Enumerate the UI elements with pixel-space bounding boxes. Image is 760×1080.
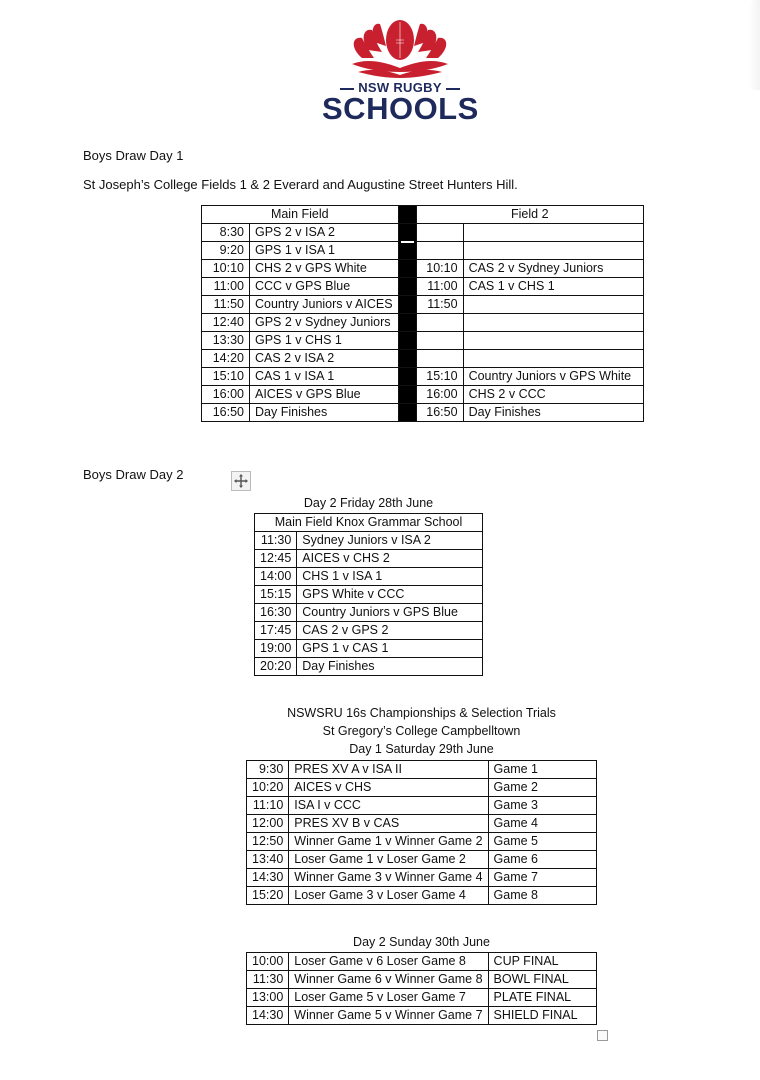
match-time: 11:10	[247, 797, 289, 815]
match-name: GPS 1 v CAS 1	[297, 640, 483, 658]
table-row	[255, 550, 483, 568]
main-field-time: 12:40	[202, 314, 250, 332]
match-name: Loser Game 1 v Loser Game 2	[289, 851, 488, 869]
field-separator	[398, 314, 416, 332]
table-row	[255, 532, 483, 550]
table-row	[247, 761, 597, 779]
field-separator	[398, 206, 416, 224]
nsw-rugby-schools-logo	[322, 18, 478, 128]
table-row	[202, 314, 644, 332]
field-separator	[398, 404, 416, 422]
match-time: 12:45	[255, 550, 297, 568]
match-name: Loser Game v 6 Loser Game 8	[289, 953, 488, 971]
field2-header: Field 2	[416, 206, 643, 224]
table-row	[247, 989, 597, 1007]
day1-heading: Boys Draw Day 1	[83, 148, 184, 163]
day2-draw-table	[254, 513, 483, 676]
move-arrows-icon	[232, 472, 250, 490]
match-name: Loser Game 3 v Loser Game 4	[289, 887, 488, 905]
main-field-time: 16:50	[202, 404, 250, 422]
table-row	[255, 640, 483, 658]
field2-match	[463, 332, 643, 350]
main-field-header: Main Field	[202, 206, 399, 224]
table-row	[202, 260, 644, 278]
match-time: 15:15	[255, 586, 297, 604]
game-label: Game 3	[488, 797, 596, 815]
field2-match	[463, 242, 643, 260]
day2-header-row	[255, 514, 483, 532]
main-field-time: 9:20	[202, 242, 250, 260]
match-time: 14:00	[255, 568, 297, 586]
match-time: 13:40	[247, 851, 289, 869]
match-time: 13:00	[247, 989, 289, 1007]
match-name: Sydney Juniors v ISA 2	[297, 532, 483, 550]
table-row	[202, 368, 644, 386]
resize-square-icon[interactable]	[597, 1030, 608, 1041]
table-row	[247, 851, 597, 869]
match-name: Winner Game 5 v Winner Game 7	[289, 1007, 488, 1025]
waratah-rugby-ball-icon	[322, 18, 478, 80]
field2-match: Day Finishes	[463, 404, 643, 422]
field2-match: CAS 1 v CHS 1	[463, 278, 643, 296]
championships-venue: St Gregory’s College Campbelltown	[322, 724, 521, 738]
game-label: CUP FINAL	[488, 953, 596, 971]
field-separator	[398, 350, 416, 368]
table-row	[247, 971, 597, 989]
day1-draw-table	[201, 205, 644, 422]
page-edge-shadow	[748, 0, 760, 90]
match-name: Loser Game 5 v Loser Game 7	[289, 989, 488, 1007]
match-time: 12:00	[247, 815, 289, 833]
table-move-handle[interactable]	[231, 471, 251, 491]
game-label: Game 1	[488, 761, 596, 779]
main-field-match: GPS 1 v ISA 1	[250, 242, 399, 260]
game-label: Game 8	[488, 887, 596, 905]
match-name: GPS White v CCC	[297, 586, 483, 604]
championships-day2-table	[246, 952, 597, 1025]
field-separator	[398, 260, 416, 278]
field-separator	[398, 242, 416, 260]
main-field-time: 11:00	[202, 278, 250, 296]
field-separator	[398, 386, 416, 404]
game-label: SHIELD FINAL	[488, 1007, 596, 1025]
main-field-match: GPS 2 v Sydney Juniors	[250, 314, 399, 332]
game-label: Game 5	[488, 833, 596, 851]
match-time: 17:45	[255, 622, 297, 640]
field2-match	[463, 350, 643, 368]
field2-time	[416, 350, 463, 368]
table-row	[202, 296, 644, 314]
field2-time	[416, 224, 463, 242]
field-separator	[398, 224, 416, 242]
match-name: Winner Game 6 v Winner Game 8	[289, 971, 488, 989]
table-row	[255, 658, 483, 676]
day1-venue: St Joseph’s College Fields 1 & 2 Everard and Augustine Street Hunters Hill.	[83, 177, 518, 192]
match-time: 11:30	[247, 971, 289, 989]
field2-match: CAS 2 v Sydney Juniors	[463, 260, 643, 278]
main-field-match: CAS 2 v ISA 2	[250, 350, 399, 368]
main-field-time: 11:50	[202, 296, 250, 314]
match-time: 20:20	[255, 658, 297, 676]
match-name: AICES v CHS 2	[297, 550, 483, 568]
match-time: 16:30	[255, 604, 297, 622]
table-row	[202, 224, 644, 242]
field2-time: 16:50	[416, 404, 463, 422]
table-row	[247, 953, 597, 971]
table-row	[247, 1007, 597, 1025]
field2-match: Country Juniors v GPS White	[463, 368, 643, 386]
match-name: Winner Game 1 v Winner Game 2	[289, 833, 488, 851]
field2-match	[463, 224, 643, 242]
main-field-match: CHS 2 v GPS White	[250, 260, 399, 278]
main-field-time: 16:00	[202, 386, 250, 404]
game-label: BOWL FINAL	[488, 971, 596, 989]
championships-day1-caption: Day 1 Saturday 29th June	[349, 742, 494, 756]
table-row	[202, 278, 644, 296]
match-time: 14:30	[247, 1007, 289, 1025]
table-row	[255, 622, 483, 640]
table-row	[202, 332, 644, 350]
match-name: CAS 2 v GPS 2	[297, 622, 483, 640]
table-row	[255, 568, 483, 586]
match-name: AICES v CHS	[289, 779, 488, 797]
match-name: PRES XV A v ISA II	[289, 761, 488, 779]
main-field-match: Day Finishes	[250, 404, 399, 422]
field2-time: 10:10	[416, 260, 463, 278]
main-field-time: 14:20	[202, 350, 250, 368]
main-field-match: CAS 1 v ISA 1	[250, 368, 399, 386]
field2-match: CHS 2 v CCC	[463, 386, 643, 404]
field2-time: 11:00	[416, 278, 463, 296]
table-row	[247, 833, 597, 851]
field2-match	[463, 296, 643, 314]
match-time: 10:20	[247, 779, 289, 797]
day1-header-row	[202, 206, 644, 224]
table-row	[247, 797, 597, 815]
game-label: Game 7	[488, 869, 596, 887]
logo-line1: NSW RUGBY	[358, 80, 442, 95]
field-separator	[398, 278, 416, 296]
main-field-time: 13:30	[202, 332, 250, 350]
main-field-time: 15:10	[202, 368, 250, 386]
day2-caption: Day 2 Friday 28th June	[303, 496, 434, 510]
field2-time: 16:00	[416, 386, 463, 404]
field-separator	[398, 296, 416, 314]
main-field-match: CCC v GPS Blue	[250, 278, 399, 296]
game-label: Game 4	[488, 815, 596, 833]
logo-wordmark: SCHOOLS	[322, 91, 479, 126]
main-field-match: Country Juniors v AICES	[250, 296, 399, 314]
table-row	[202, 242, 644, 260]
game-label: Game 2	[488, 779, 596, 797]
game-label: Game 6	[488, 851, 596, 869]
match-name: Country Juniors v GPS Blue	[297, 604, 483, 622]
table-row	[202, 350, 644, 368]
field2-time: 15:10	[416, 368, 463, 386]
table-row	[202, 386, 644, 404]
table-row	[202, 404, 644, 422]
match-time: 10:00	[247, 953, 289, 971]
match-name: CHS 1 v ISA 1	[297, 568, 483, 586]
field2-match	[463, 314, 643, 332]
main-field-time: 8:30	[202, 224, 250, 242]
day2-heading: Boys Draw Day 2	[83, 467, 184, 482]
championships-day2-caption: Day 2 Sunday 30th June	[353, 935, 490, 949]
field-separator	[398, 332, 416, 350]
match-time: 14:30	[247, 869, 289, 887]
field2-time	[416, 332, 463, 350]
field2-time	[416, 242, 463, 260]
championships-day1-table	[246, 760, 597, 905]
match-time: 15:20	[247, 887, 289, 905]
main-field-match: AICES v GPS Blue	[250, 386, 399, 404]
match-name: Day Finishes	[297, 658, 483, 676]
game-label: PLATE FINAL	[488, 989, 596, 1007]
field2-time: 11:50	[416, 296, 463, 314]
match-time: 9:30	[247, 761, 289, 779]
match-time: 12:50	[247, 833, 289, 851]
match-name: ISA I v CCC	[289, 797, 488, 815]
main-field-time: 10:10	[202, 260, 250, 278]
table-row	[255, 586, 483, 604]
field2-time	[416, 314, 463, 332]
field-separator	[398, 368, 416, 386]
table-row	[247, 887, 597, 905]
knox-main-field-header: Main Field Knox Grammar School	[255, 514, 483, 532]
table-row	[255, 604, 483, 622]
championships-title: NSWSRU 16s Championships & Selection Trials	[287, 706, 556, 720]
table-row	[247, 779, 597, 797]
match-time: 11:30	[255, 532, 297, 550]
match-name: PRES XV B v CAS	[289, 815, 488, 833]
table-row	[247, 815, 597, 833]
match-name: Winner Game 3 v Winner Game 4	[289, 869, 488, 887]
main-field-match: GPS 1 v CHS 1	[250, 332, 399, 350]
main-field-match: GPS 2 v ISA 2	[250, 224, 399, 242]
table-row	[247, 869, 597, 887]
match-time: 19:00	[255, 640, 297, 658]
separator-mark	[401, 241, 414, 243]
